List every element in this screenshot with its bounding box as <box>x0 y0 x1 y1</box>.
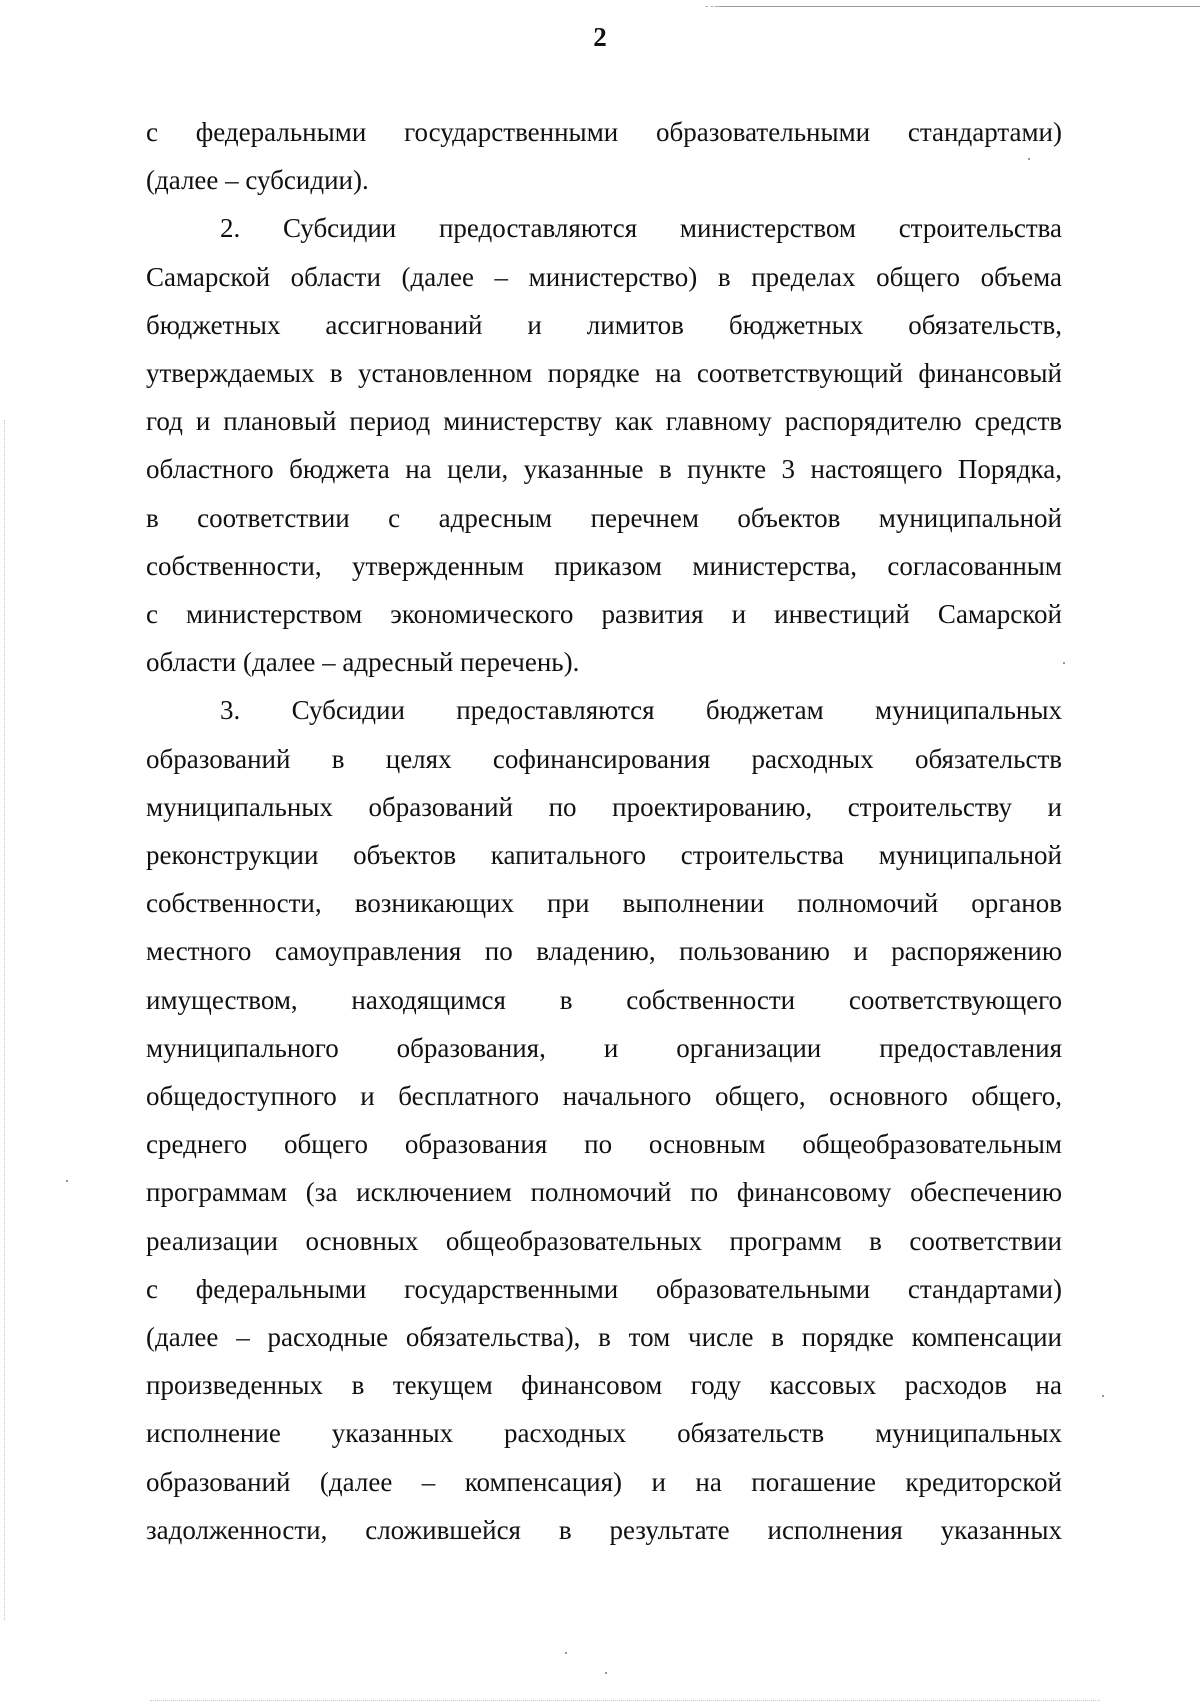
document-text-line: с министерством экономического развития и инвестиций Самарской <box>146 599 1062 630</box>
document-text-line: имуществом, находящимся в собственности соответствующего <box>146 984 1062 1015</box>
document-text-line: утверждаемых в установленном порядке на соответствующий финансовый <box>146 358 1062 389</box>
document-text-line: задолженности, сложившейся в результате исполнения указанных <box>146 1514 1062 1545</box>
scan-speck <box>1102 1395 1104 1397</box>
document-text-line: произведенных в текущем финансовом году кассовых расходов на <box>146 1370 1062 1401</box>
document-text-line: исполнение указанных расходных обязательств муниципальных <box>146 1418 1062 1449</box>
document-text-line: бюджетных ассигнований и лимитов бюджетных обязательств, <box>146 309 1062 340</box>
scan-speck <box>1063 662 1065 664</box>
document-text-line: (далее – субсидии). <box>146 165 369 196</box>
scan-speck <box>565 1652 567 1654</box>
document-text-line: образований (далее – компенсация) и на погашение кредиторской <box>146 1466 1062 1497</box>
page-number: 2 <box>593 22 607 52</box>
document-text-line: 3. Субсидии предоставляются бюджетам муниципальных <box>220 695 1062 726</box>
document-text-line: с федеральными государственными образовательными стандартами) <box>146 1273 1062 1304</box>
document-text-line: год и плановый период министерству как главному распорядителю средств <box>146 406 1062 437</box>
document-body <box>146 108 1062 1554</box>
document-text-line: реконструкции объектов капитального строительства муниципальной <box>146 840 1062 871</box>
document-text-line: местного самоуправления по владению, пользованию и распоряжению <box>146 936 1062 967</box>
scan-left-edge <box>4 420 5 1620</box>
top-border-line <box>715 6 1200 7</box>
document-text-line: в соответствии с адресным перечнем объектов муниципальной <box>146 502 1062 533</box>
document-text-line: 2. Субсидии предоставляются министерством строительства <box>220 213 1062 244</box>
document-text-line: муниципального образования, и организации предоставления <box>146 1032 1062 1063</box>
document-text-line: образований в целях софинансирования расходных обязательств <box>146 743 1062 774</box>
document-text-line: Самарской области (далее – министерство) в пределах общего объема <box>146 261 1062 292</box>
document-text-line: собственности, утвержденным приказом министерства, согласованным <box>146 550 1062 581</box>
document-text-line: среднего общего образования по основным общеобразовательным <box>146 1129 1062 1160</box>
scan-speck <box>605 1672 607 1674</box>
document-text-line: области (далее – адресный перечень). <box>146 647 580 678</box>
top-border-dash <box>705 6 719 7</box>
document-text-line: общедоступного и бесплатного начального общего, основного общего, <box>146 1081 1062 1112</box>
scan-bottom-edge <box>150 1700 1100 1701</box>
document-text-line: с федеральными государственными образовательными стандартами) <box>146 117 1062 147</box>
document-text-line: муниципальных образований по проектированию, строительству и <box>146 791 1062 822</box>
document-text-line: программам (за исключением полномочий по финансовому обеспечению <box>146 1177 1062 1208</box>
document-text-line: (далее – расходные обязательства), в том числе в порядке компенсации <box>146 1322 1062 1353</box>
scan-speck <box>66 1180 68 1182</box>
document-text-line: областного бюджета на цели, указанные в пункте 3 настоящего Порядка, <box>146 454 1062 485</box>
document-text-line: собственности, возникающих при выполнении полномочий органов <box>146 888 1062 919</box>
document-text-line: реализации основных общеобразовательных программ в соответствии <box>146 1225 1062 1256</box>
